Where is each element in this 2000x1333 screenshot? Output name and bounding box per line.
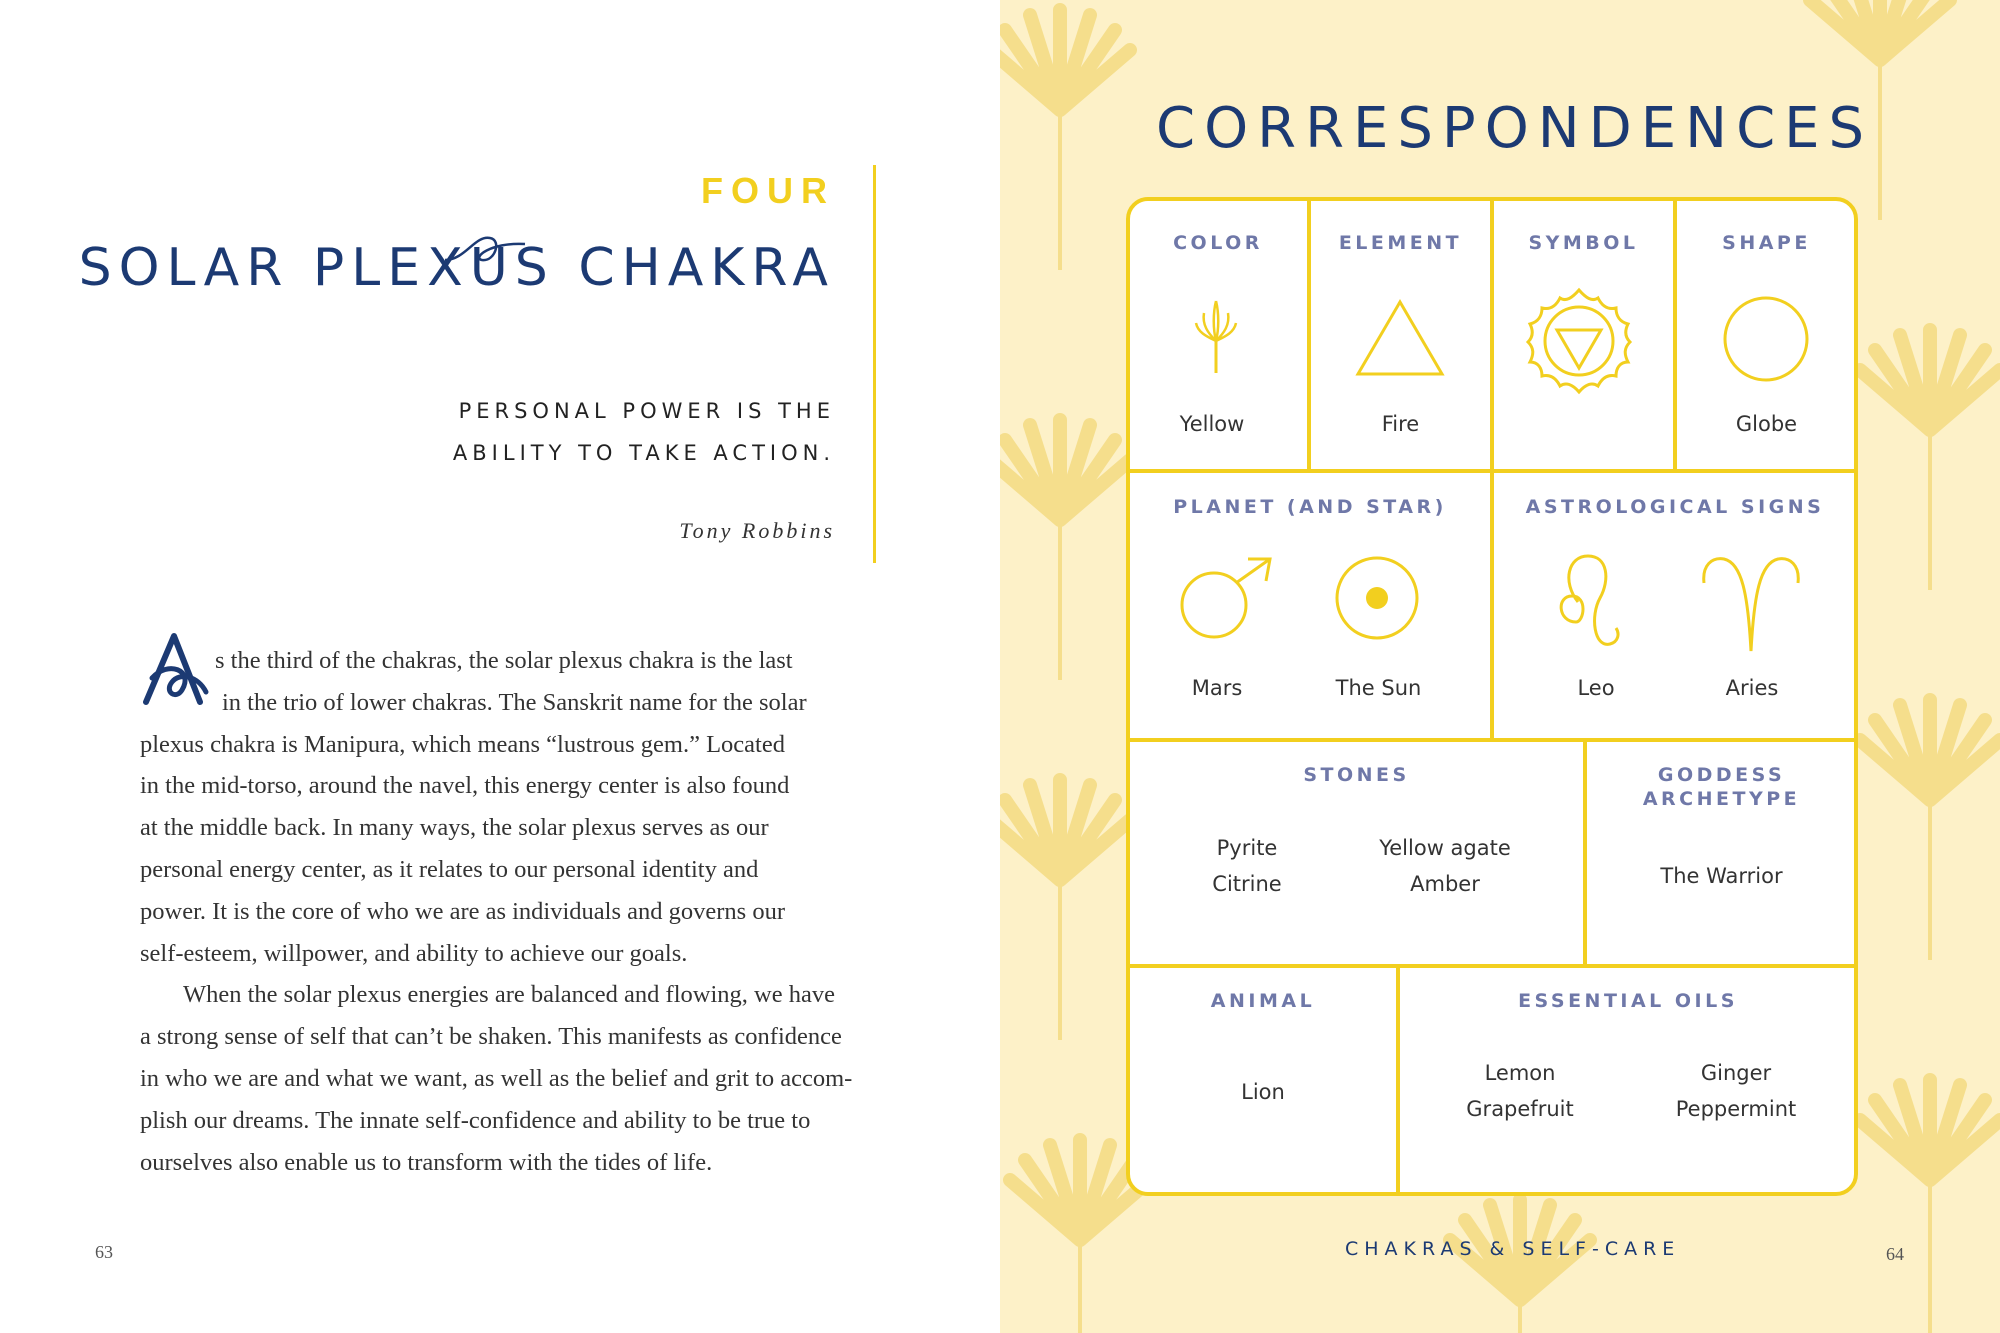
chapter-title: SOLAR PLEXUS CHAKRA (78, 238, 835, 298)
correspondences-title: CORRESPONDENCES (1156, 96, 1874, 161)
aries-icon (1698, 555, 1804, 655)
leo-value: Leo (1577, 676, 1615, 700)
row-divider (1128, 964, 1856, 968)
paragraph-1 (140, 640, 880, 974)
quote-line-2: ABILITY TO TAKE ACTION. (452, 441, 835, 465)
sun-value: The Sun (1335, 676, 1422, 700)
stones-label: STONES (1303, 764, 1410, 786)
page-number-right: 64 (1886, 1244, 1904, 1264)
body-text (140, 640, 880, 1183)
paragraph-2 (140, 974, 880, 1183)
goddess-archetype-value: The Warrior (1660, 864, 1783, 888)
color-label: COLOR (1173, 232, 1263, 254)
body-line: in the mid-torso, around the navel, this energy center is also found (140, 772, 790, 800)
manipura-symbol-icon (1524, 286, 1634, 396)
shape-label: SHAPE (1722, 232, 1811, 254)
goddess-label-line-1: GODDESS (1657, 764, 1786, 786)
body-line: ourselves also enable us to transform with the tides of life. (140, 1148, 713, 1176)
mars-value: Mars (1191, 676, 1243, 700)
flower-icon (1186, 293, 1246, 378)
element-label: ELEMENT (1338, 232, 1463, 254)
title-swash-ornament (440, 230, 530, 270)
body-line: in the trio of lower chakras. The Sanskrit name for the solar (222, 688, 807, 716)
stones-column-1 (1182, 830, 1312, 902)
stone-item: Amber (1410, 872, 1480, 896)
stone-item: Yellow agate (1379, 836, 1511, 860)
circle-icon (1722, 295, 1810, 383)
aries-value: Aries (1725, 676, 1779, 700)
body-line: When the solar plexus energies are balanced and flowing, we have (183, 981, 835, 1009)
symbol-label: SYMBOL (1528, 232, 1639, 254)
oils-column-1 (1430, 1055, 1610, 1127)
goddess-archetype-label (1587, 763, 1856, 811)
fire-triangle-icon (1355, 298, 1445, 378)
oil-item: Lemon (1484, 1061, 1556, 1085)
body-line: s the third of the chakras, the solar plexus chakra is the last (215, 647, 793, 674)
body-line: personal energy center, as it relates to our personal identity and (140, 855, 759, 883)
chapter-number: FOUR (701, 170, 835, 211)
element-value: Fire (1381, 412, 1420, 436)
body-line: a strong sense of self that can’t be shaken. This manifests as confidence (140, 1023, 842, 1051)
shape-value: Globe (1735, 412, 1798, 436)
body-line: self-esteem, willpower, and ability to achieve our goals. (140, 939, 688, 967)
animal-label: ANIMAL (1210, 990, 1316, 1012)
color-value: Yellow (1179, 412, 1245, 436)
goddess-label-line-2: ARCHETYPE (1642, 788, 1801, 810)
animal-value: Lion (1241, 1080, 1285, 1104)
body-line: power. It is the core of who we are as individuals and governs our (140, 897, 785, 925)
sun-icon (1334, 555, 1420, 641)
body-line: at the middle back. In many ways, the solar plexus serves as our (140, 814, 769, 842)
column-divider (1490, 199, 1494, 740)
quote-line-1: PERSONAL POWER IS THE (458, 399, 835, 423)
planet-label: PLANET (AND STAR) (1173, 496, 1447, 518)
oil-item: Peppermint (1675, 1097, 1797, 1121)
stone-item: Pyrite (1216, 836, 1278, 860)
page-number-left: 63 (95, 1242, 113, 1262)
quote-author: Tony Robbins (679, 518, 835, 543)
oils-column-2 (1646, 1055, 1826, 1127)
leo-icon (1548, 552, 1628, 652)
body-line: plish our dreams. The innate self-confidence and ability to be true to (140, 1106, 811, 1134)
body-line: plexus chakra is Manipura, which means “lustrous gem.” Located (140, 730, 785, 758)
stone-item: Citrine (1212, 872, 1282, 896)
stones-column-2 (1350, 830, 1540, 902)
mars-icon (1178, 555, 1278, 645)
oil-item: Grapefruit (1466, 1097, 1574, 1121)
oil-item: Ginger (1700, 1061, 1772, 1085)
essential-oils-label: ESSENTIAL OILS (1518, 990, 1738, 1012)
running-footer: CHAKRAS & SELF-CARE (1345, 1238, 1681, 1260)
epigraph-quote (315, 390, 835, 474)
vertical-divider (873, 165, 876, 563)
body-line: in who we are and what we want, as well as the belief and grit to accom- (140, 1064, 853, 1092)
astrological-signs-label: ASTROLOGICAL SIGNS (1525, 496, 1825, 518)
